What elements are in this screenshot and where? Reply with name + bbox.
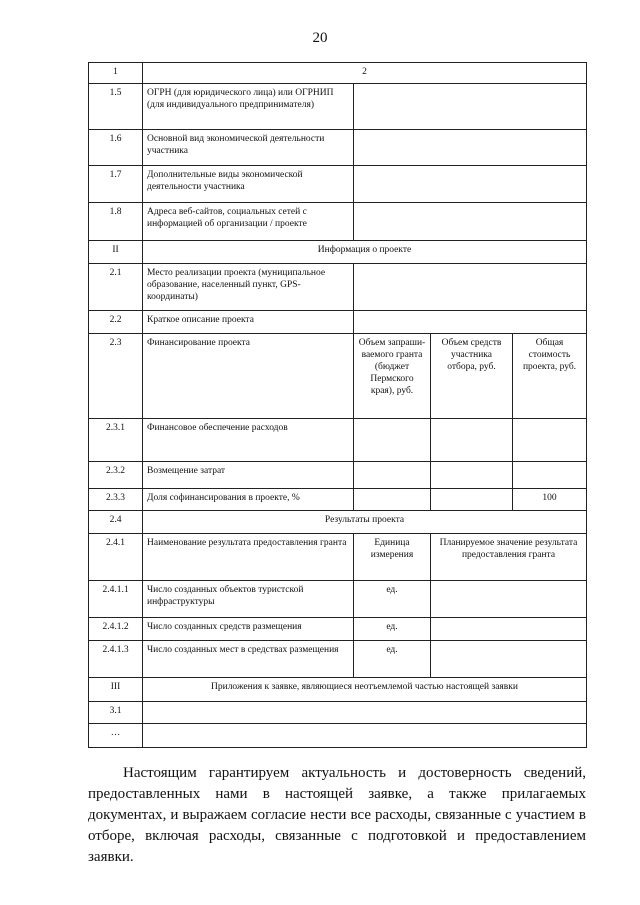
table-row xyxy=(89,203,587,241)
row-number: 2.1 xyxy=(89,264,143,311)
row-number: 1.8 xyxy=(89,203,143,241)
row-number: 2.4.1 xyxy=(89,534,143,581)
value-cell[interactable] xyxy=(354,489,431,511)
value-cell[interactable] xyxy=(431,462,513,489)
table-row xyxy=(89,702,587,724)
row-number: … xyxy=(89,724,143,748)
planned-value-header: Планируемое значение результата предоставления гранта xyxy=(431,534,587,581)
table-row xyxy=(89,581,587,618)
value-cell[interactable] xyxy=(431,489,513,511)
unit-value: ед. xyxy=(354,618,431,641)
value-cell[interactable] xyxy=(354,264,587,311)
unit-value: ед. xyxy=(354,641,431,678)
value-cell[interactable] xyxy=(143,724,587,748)
table-row xyxy=(89,264,587,311)
total-cost-header: Общая стоимость проекта, руб. xyxy=(513,334,587,419)
row-label: Число созданных мест в средствах размещения xyxy=(143,641,354,678)
application-form-table xyxy=(88,62,587,748)
row-label: Наименование результата предоставления гранта xyxy=(143,534,354,581)
row-number: 3.1 xyxy=(89,702,143,724)
section-row xyxy=(89,511,587,534)
table-header-row xyxy=(89,63,587,84)
value-cell[interactable] xyxy=(354,462,431,489)
closing-paragraph: Настоящим гарантируем актуальность и достоверность сведений, предоставленных нами в настоящей заявке, а также прилагаемых документах, и выражаем согласие нести все расходы, связанные с участием в отборе, включая расходы, связанные с подготовкой и предоставлением заявки. xyxy=(88,765,586,865)
row-label: Место реализации проекта (муниципальное образование, населенный пункт, GPS-координаты) xyxy=(143,264,354,311)
value-cell[interactable] xyxy=(354,419,431,462)
value-cell[interactable] xyxy=(354,166,587,203)
table-row xyxy=(89,462,587,489)
section-row xyxy=(89,678,587,702)
value-cell[interactable] xyxy=(513,419,587,462)
unit-value: ед. xyxy=(354,581,431,618)
table-row xyxy=(89,724,587,748)
row-label: Адреса веб-сайтов, социальных сетей с информацией об организации / проекте xyxy=(143,203,354,241)
table-row xyxy=(89,641,587,678)
requested-grant-header: Объем запраши-ваемого гранта (бюджет Пермского края), руб. xyxy=(354,334,431,419)
row-number: 2.4.1.1 xyxy=(89,581,143,618)
table-row xyxy=(89,534,587,581)
value-cell[interactable] xyxy=(143,702,587,724)
value-cell[interactable] xyxy=(513,462,587,489)
table-row xyxy=(89,618,587,641)
value-cell[interactable] xyxy=(431,419,513,462)
unit-header: Единица измерения xyxy=(354,534,431,581)
table-row xyxy=(89,166,587,203)
section-title: Приложения к заявке, являющиеся неотъемлемой частью настоящей заявки xyxy=(143,678,587,702)
value-cell[interactable] xyxy=(431,641,587,678)
row-number: 2.3.2 xyxy=(89,462,143,489)
cofinancing-value: 100 xyxy=(513,489,587,511)
value-cell[interactable] xyxy=(354,203,587,241)
row-number: 1.6 xyxy=(89,130,143,166)
row-label: Доля софинансирования в проекте, % xyxy=(143,489,354,511)
row-label: Финансовое обеспечение расходов xyxy=(143,419,354,462)
row-number: 2.3.1 xyxy=(89,419,143,462)
section-title: Результаты проекта xyxy=(143,511,587,534)
value-cell[interactable] xyxy=(431,581,587,618)
table-row xyxy=(89,334,587,419)
table-row xyxy=(89,130,587,166)
row-label: Возмещение затрат xyxy=(143,462,354,489)
header-col-1: 1 xyxy=(89,63,143,84)
value-cell[interactable] xyxy=(354,84,587,130)
table-row xyxy=(89,419,587,462)
page-number: 20 xyxy=(312,30,328,46)
section-title: Информация о проекте xyxy=(143,241,587,264)
row-number: 1.7 xyxy=(89,166,143,203)
value-cell[interactable] xyxy=(354,130,587,166)
row-label: Число созданных объектов туристской инфраструктуры xyxy=(143,581,354,618)
table-row xyxy=(89,311,587,334)
row-label: Основной вид экономической деятельности участника xyxy=(143,130,354,166)
row-label: Число созданных средств размещения xyxy=(143,618,354,641)
section-number: II xyxy=(89,241,143,264)
table-row xyxy=(89,489,587,511)
value-cell[interactable] xyxy=(354,311,587,334)
participant-funds-header: Объем средств участника отбора, руб. xyxy=(431,334,513,419)
section-row xyxy=(89,241,587,264)
row-label: Краткое описание проекта xyxy=(143,311,354,334)
section-number: III xyxy=(89,678,143,702)
header-col-2: 2 xyxy=(143,63,587,84)
row-number: 2.3 xyxy=(89,334,143,419)
row-number: 1.5 xyxy=(89,84,143,130)
row-label: ОГРН (для юридического лица) или ОГРНИП (для индивидуального предпринимателя) xyxy=(143,84,354,130)
value-cell[interactable] xyxy=(431,618,587,641)
table-row xyxy=(89,84,587,130)
row-label: Дополнительные виды экономической деятельности участника xyxy=(143,166,354,203)
section-number: 2.4 xyxy=(89,511,143,534)
row-number: 2.3.3 xyxy=(89,489,143,511)
row-number: 2.4.1.2 xyxy=(89,618,143,641)
row-number: 2.4.1.3 xyxy=(89,641,143,678)
row-label: Финансирование проекта xyxy=(143,334,354,419)
row-number: 2.2 xyxy=(89,311,143,334)
